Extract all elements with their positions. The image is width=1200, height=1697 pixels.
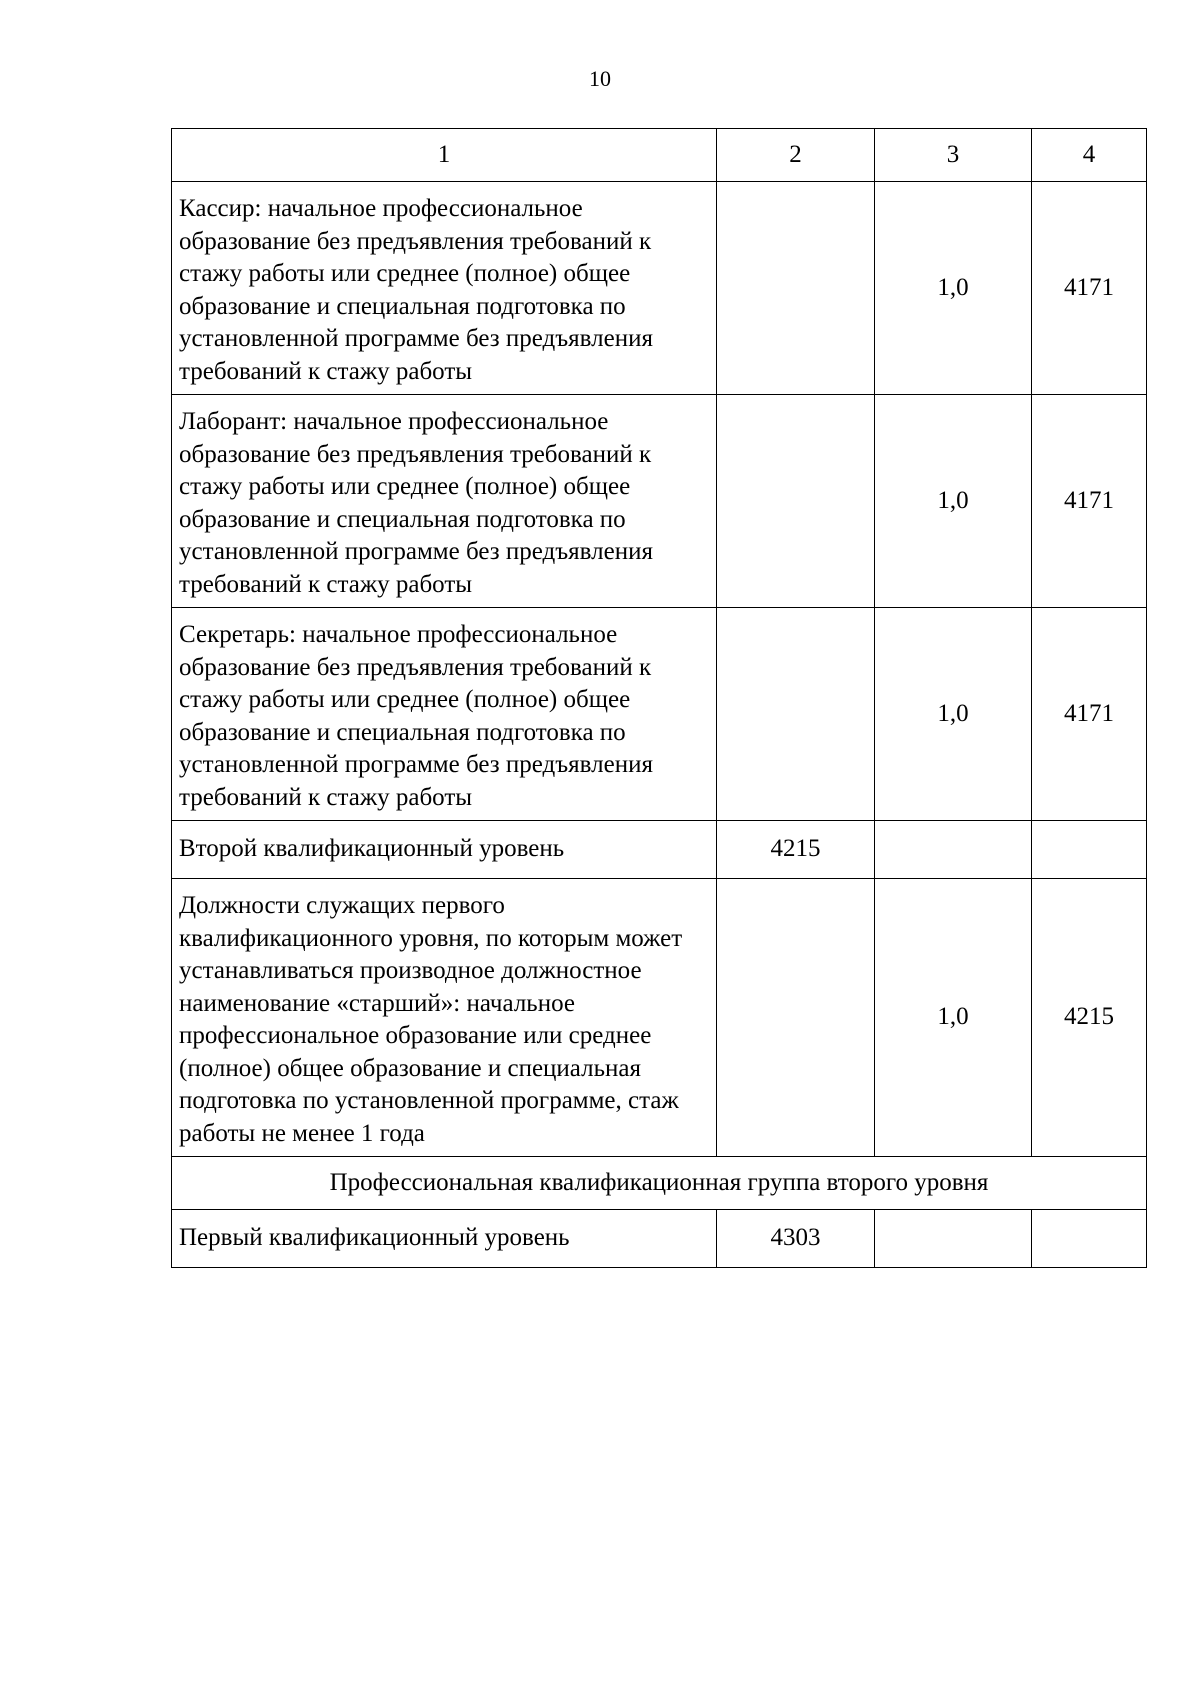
amount-cell: 4171: [1032, 608, 1147, 821]
position-description: Должности служащих первого квалификационного уровня, по которым может устанавливаться производное должностное наименование «старший»: начальное профессиональное образование или среднее (полное) общее образование и специальная подготовка по установленной программе, стаж работы не менее 1 года: [172, 879, 717, 1157]
position-description: Лаборант: начальное профессиональное образование без предъявления требований к стажу работы или среднее (полное) общее образование и специальная подготовка по установленной программе без предъявления требований к стажу работы: [172, 395, 717, 608]
salary-cell: 4303: [717, 1210, 875, 1268]
coefficient-cell: [875, 821, 1032, 879]
amount-cell: [1032, 821, 1147, 879]
qualification-group-heading: Профессиональная квалификационная группа второго уровня: [172, 1157, 1147, 1210]
amount-cell: 4171: [1032, 182, 1147, 395]
position-description: Кассир: начальное профессиональное образование без предъявления требований к стажу работы или среднее (полное) общее образование и специальная подготовка по установленной программе без предъявления требований к стажу работы: [172, 182, 717, 395]
salary-cell: 4215: [717, 821, 875, 879]
salary-cell: [717, 608, 875, 821]
table-header-row: [172, 129, 1147, 182]
coefficient-cell: 1,0: [875, 608, 1032, 821]
header-cell-3: 3: [875, 129, 1032, 182]
amount-cell: [1032, 1210, 1147, 1268]
salary-cell: [717, 182, 875, 395]
table-row-lab-assistant: [172, 395, 1147, 608]
amount-cell: 4171: [1032, 395, 1147, 608]
salary-cell: [717, 879, 875, 1157]
table-row-first-level: [172, 1210, 1147, 1268]
table-row-group-heading: [172, 1157, 1147, 1210]
table-row-second-level: [172, 821, 1147, 879]
page-number: 10: [589, 66, 611, 91]
table-row-senior-positions: [172, 879, 1147, 1157]
table-row-cashier: [172, 182, 1147, 395]
header-cell-4: 4: [1032, 129, 1147, 182]
qualification-level-label: Первый квалификационный уровень: [172, 1210, 717, 1268]
coefficient-cell: 1,0: [875, 395, 1032, 608]
coefficient-cell: 1,0: [875, 879, 1032, 1157]
salary-table: [171, 128, 1147, 1268]
salary-cell: [717, 395, 875, 608]
qualification-level-label: Второй квалификационный уровень: [172, 821, 717, 879]
header-cell-2: 2: [717, 129, 875, 182]
position-description: Секретарь: начальное профессиональное образование без предъявления требований к стажу работы или среднее (полное) общее образование и специальная подготовка по установленной программе без предъявления требований к стажу работы: [172, 608, 717, 821]
table-row-secretary: [172, 608, 1147, 821]
amount-cell: 4215: [1032, 879, 1147, 1157]
header-cell-1: 1: [172, 129, 717, 182]
coefficient-cell: 1,0: [875, 182, 1032, 395]
coefficient-cell: [875, 1210, 1032, 1268]
